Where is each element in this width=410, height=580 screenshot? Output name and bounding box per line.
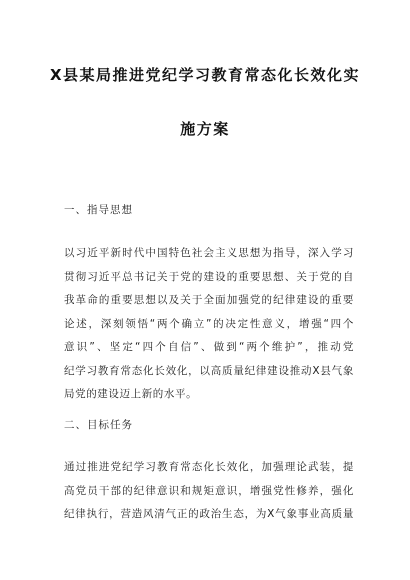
paragraph-line: 我革命的重要思想以及关于全面加强党的纪律建设的重要 xyxy=(64,294,354,306)
paragraph-line: 高党员干部的纪律意识和规矩意识，增强党性修养，强化 xyxy=(64,484,354,497)
paragraph-line: 贯彻习近平总书记关于党的建设的重要思想、关于党的自 xyxy=(64,270,354,283)
document-title-line-2: 施方案 xyxy=(180,120,230,138)
paragraph-line: 纪学习教育常态化长效化，以高质量纪律建设推动X县气象 xyxy=(64,364,354,377)
paragraph-line: 局党的建设迈上新的水平。 xyxy=(64,388,198,400)
section-heading-objectives: 二、目标任务 xyxy=(64,419,133,431)
paragraph-line: 论述，深刻领悟“两个确立”的决定性意义，增强“四个 xyxy=(64,317,354,330)
paragraph-line: 通过推进党纪学习教育常态化长效化，加强理论武装，提 xyxy=(64,461,354,473)
section-heading-guiding-ideology: 一、指导思想 xyxy=(64,204,133,216)
paragraph-line: 纪律执行，营造风清气正的政治生态，为X气象事业高质量 xyxy=(64,508,354,520)
paragraph-line: 意识”、坚定“四个自信”、做到“两个维护”，推动党 xyxy=(64,341,354,353)
section-paragraph-objectives xyxy=(64,456,354,527)
section-paragraph-guiding-ideology xyxy=(64,242,354,407)
document-title-line-1: X县某局推进党纪学习教育常态化长效化实 xyxy=(49,66,361,84)
paragraph-line: 以习近平新时代中国特色社会主义思想为指导，深入学习 xyxy=(64,247,354,259)
